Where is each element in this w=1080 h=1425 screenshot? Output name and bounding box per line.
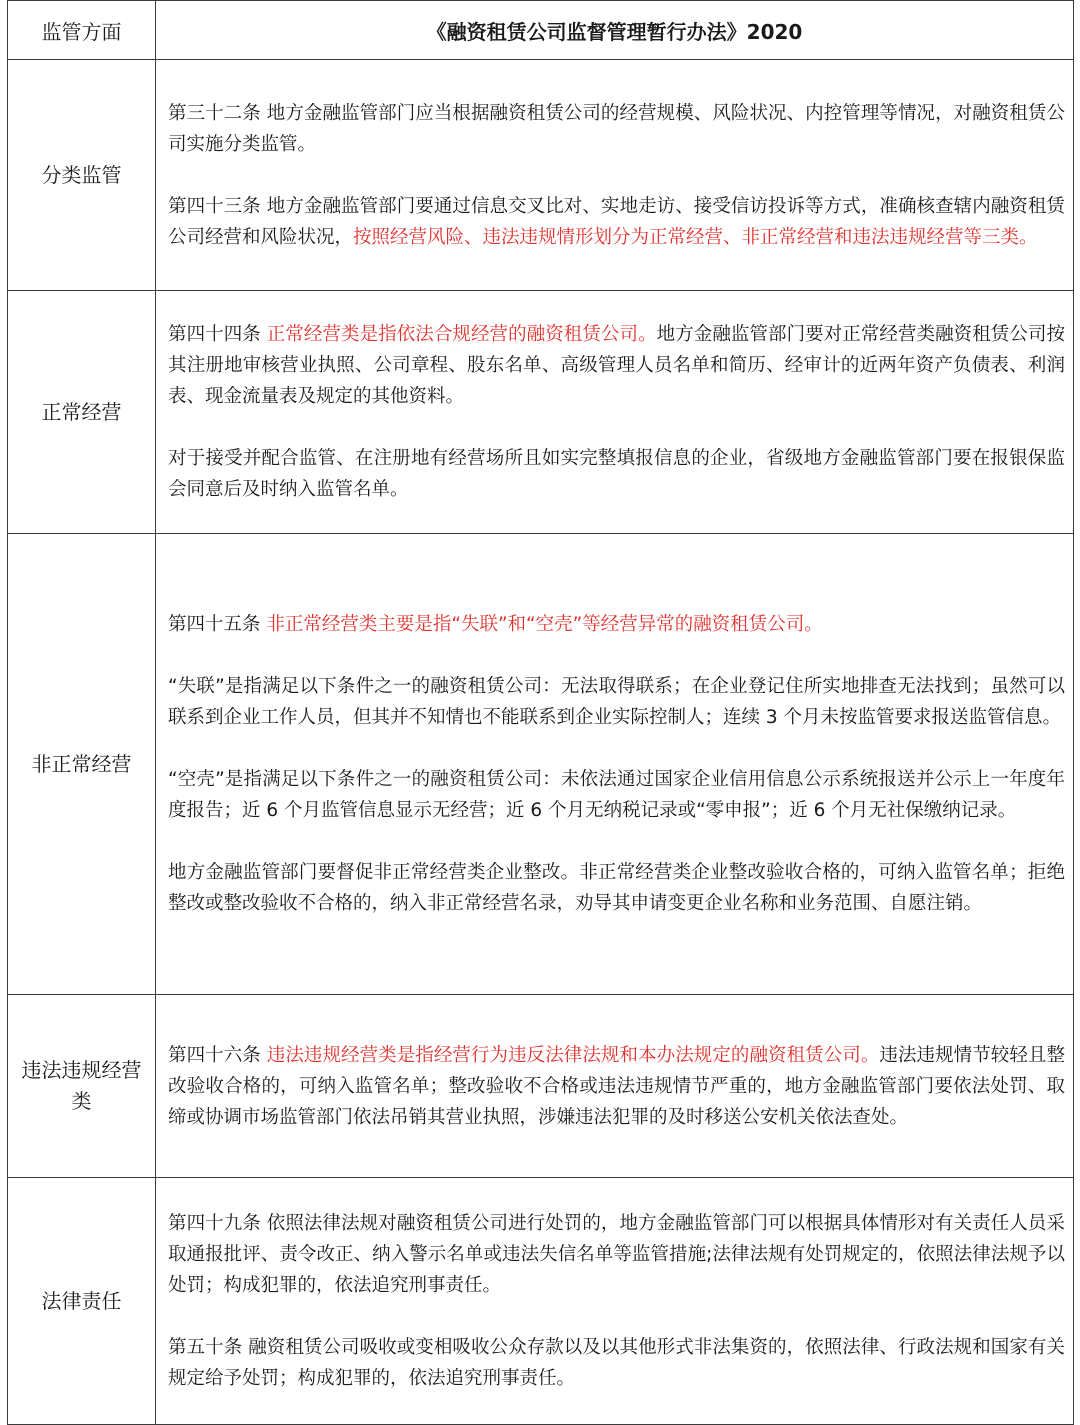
article-text: 地方金融监管部门要督促非正常经营类企业整改。非正常经营类企业整改验收合格的，可纳入监管名单；拒绝整改或整改验收不合格的，纳入非正常经营名录，劝导其申请变更企业名称和业务范围、自愿注销。 <box>168 862 1065 914</box>
article-text: 第四十四条 <box>168 324 267 345</box>
aspect-cell: 违法违规经营类 <box>8 995 156 1178</box>
table-row <box>8 995 1074 1178</box>
article-text: 第三十二条 地方金融监管部门应当根据融资租赁公司的经营规模、风险状况、内控管理等情况，对融资租赁公司实施分类监管。 <box>168 102 1065 155</box>
content-cell <box>156 1178 1074 1425</box>
header-aspect-label: 监管方面 <box>8 1 156 60</box>
aspect-cell: 法律责任 <box>8 1178 156 1425</box>
article-text: 第四十五条 <box>168 614 267 635</box>
article-text: “失联”是指满足以下条件之一的融资租赁公司：无法取得联系；在企业登记住所实地排查无法找到；虽然可以联系到企业工作人员，但其并不知情也不能联系到企业实际控制人；连续 3 个月未按监管要求报送监管信息。 <box>168 676 1065 728</box>
article-text: 第四十三条 地方金融监管部门要通过信息交叉比对、实地走访、接受信访投诉等方式，准确核查辖内融资租赁公司经营和风险状况， <box>168 195 1065 248</box>
highlighted-text: 违法违规经营类是指经营行为违反法律法规和本办法规定的融资租赁公司。 <box>266 1044 880 1066</box>
article-paragraph <box>168 191 1065 253</box>
article-paragraph <box>168 764 1065 826</box>
article-paragraph <box>168 857 1065 919</box>
aspect-cell: 分类监管 <box>8 60 156 291</box>
article-paragraph <box>168 671 1065 733</box>
content-cell <box>156 60 1074 291</box>
highlighted-text: 非正常经营类主要是指“失联”和“空壳”等经营异常的融资租赁公司。 <box>266 614 823 635</box>
content-cell <box>156 534 1074 995</box>
aspect-cell: 正常经营 <box>8 291 156 534</box>
article-text: “空壳”是指满足以下条件之一的融资租赁公司：未依法通过国家企业信用信息公示系统报送并公示上一年度年度报告；近 6 个月监管信息显示无经营；近 6 个月无纳税记录或“零申报”；近 6 个月无社保缴纳记录。 <box>168 769 1065 821</box>
article-paragraph <box>168 609 1065 640</box>
highlighted-text: 按照经营风险、违法违规情形划分为正常经营、非正常经营和违法违规经营等三类。 <box>353 226 1038 248</box>
aspect-cell: 非正常经营 <box>8 534 156 995</box>
article-paragraph <box>168 319 1065 412</box>
article-text: 第四十六条 <box>168 1044 267 1066</box>
article-paragraph <box>168 1332 1065 1394</box>
header-regulation-title: 《融资租赁公司监督管理暂行办法》2020 <box>156 1 1074 60</box>
table-row <box>8 291 1074 534</box>
article-text: 地方金融监管部门要对正常经营类融资租赁公司按其注册地审核营业执照、公司章程、股东名单、高级管理人员名单和简历、经审计的近两年资产负债表、利润表、现金流量表及规定的其他资料。 <box>168 324 1065 407</box>
table-row <box>8 60 1074 291</box>
table-header-row <box>8 1 1074 60</box>
table-row <box>8 1178 1074 1425</box>
regulation-comparison-table <box>7 0 1074 1425</box>
article-paragraph <box>168 98 1065 160</box>
article-text: 违法违规情节较轻且整改验收合格的，可纳入监管名单；整改验收不合格或违法违规情节严重的，地方金融监管部门要依法处罚、取缔或协调市场监管部门依法吊销其营业执照，涉嫌违法犯罪的及时移送公安机关依法查处。 <box>168 1044 1065 1128</box>
highlighted-text: 正常经营类是指依法合规经营的融资租赁公司。 <box>266 324 657 345</box>
article-text: 第四十九条 依照法律法规对融资租赁公司进行处罚的，地方金融监管部门可以根据具体情形对有关责任人员采取通报批评、责令改正、纳入警示名单或违法失信名单等监管措施;法律法规有处罚规定的，依照法律法规予以处罚；构成犯罪的，依法追究刑事责任。 <box>168 1213 1065 1296</box>
article-text: 第五十条 融资租赁公司吸收或变相吸收公众存款以及以其他形式非法集资的，依照法律、行政法规和国家有关规定给予处罚；构成犯罪的，依法追究刑事责任。 <box>168 1337 1065 1389</box>
article-text: 对于接受并配合监管、在注册地有经营场所且如实完整填报信息的企业，省级地方金融监管部门要在报银保监会同意后及时纳入监管名单。 <box>168 448 1065 500</box>
article-paragraph <box>168 1040 1065 1133</box>
content-cell <box>156 995 1074 1178</box>
table-row <box>8 534 1074 995</box>
content-cell <box>156 291 1074 534</box>
article-paragraph <box>168 1208 1065 1301</box>
article-paragraph <box>168 443 1065 505</box>
